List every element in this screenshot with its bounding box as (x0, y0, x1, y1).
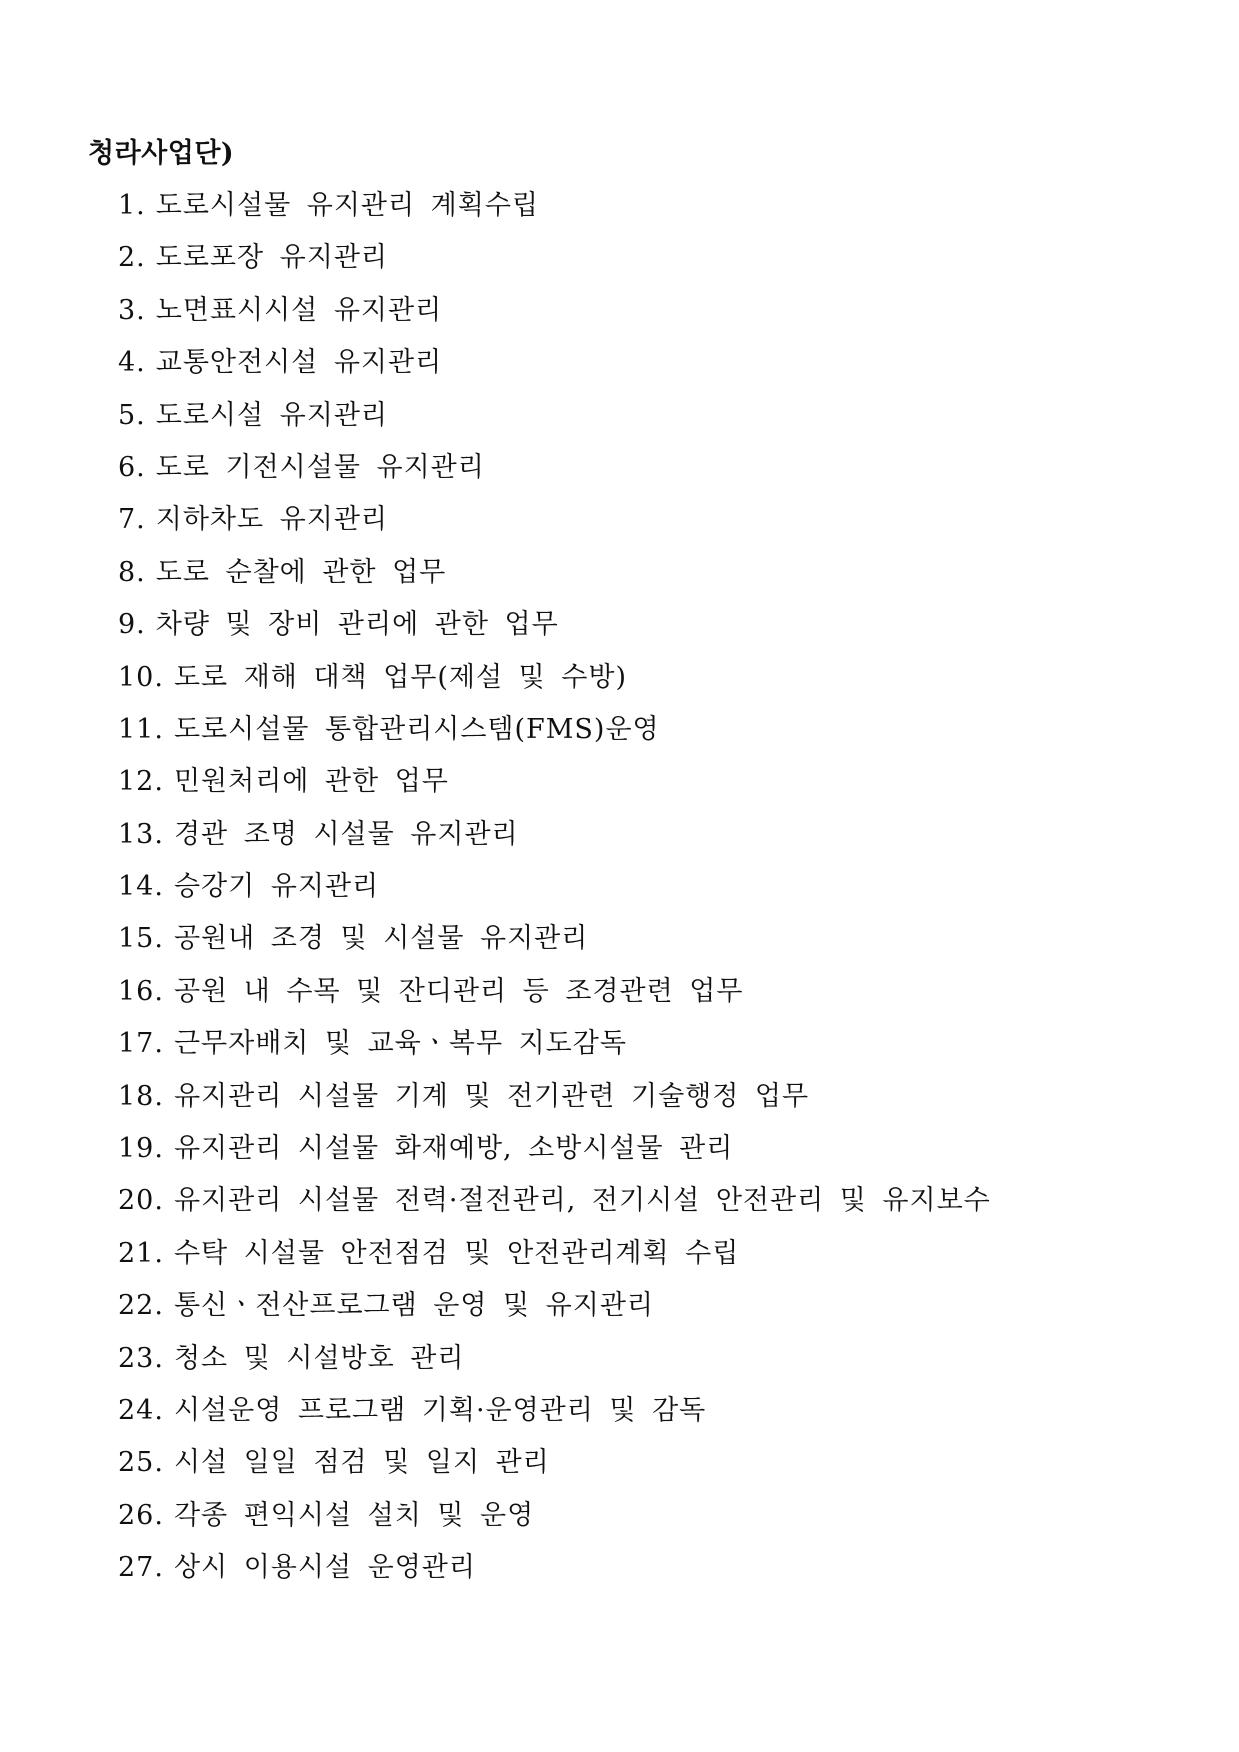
item-text: 도로포장 유지관리 (155, 242, 389, 274)
item-text: 도로 재해 대책 업무(제설 및 수방) (173, 661, 627, 693)
item-text: 승강기 유지관리 (173, 871, 380, 903)
item-text: 근무자배치 및 교육ㆍ복무 지도감독 (173, 1028, 627, 1060)
list-item (118, 1234, 991, 1286)
item-number: 9. (118, 609, 146, 641)
list-item (118, 1024, 991, 1076)
item-number: 4. (118, 347, 146, 379)
item-number: 3. (118, 294, 146, 326)
item-number: 18. (118, 1080, 164, 1112)
item-text: 각종 편익시설 설치 및 운영 (173, 1499, 535, 1531)
item-text: 공원내 조경 및 시설물 유지관리 (173, 923, 589, 955)
item-number: 22. (118, 1290, 164, 1322)
item-number: 19. (118, 1133, 164, 1165)
item-text: 도로시설 유지관리 (155, 399, 389, 431)
list-item (118, 658, 991, 710)
item-text: 도로시설물 통합관리시스템(FMS)운영 (173, 713, 660, 745)
item-number: 24. (118, 1394, 164, 1426)
item-number: 1. (118, 190, 146, 221)
list-item (118, 1129, 991, 1181)
item-number: 11. (118, 713, 164, 745)
list-item (118, 448, 991, 500)
item-number: 26. (118, 1499, 164, 1531)
item-text: 통신ㆍ전산프로그램 운영 및 유지관리 (173, 1290, 655, 1322)
item-number: 13. (118, 818, 164, 850)
item-text: 유지관리 시설물 전력·절전관리, 전기시설 안전관리 및 유지보수 (173, 1185, 991, 1217)
item-number: 14. (118, 871, 164, 903)
item-text: 유지관리 시설물 기계 및 전기관련 기술행정 업무 (173, 1080, 810, 1112)
item-number: 17. (118, 1028, 164, 1060)
list-item (118, 710, 991, 762)
list-item (118, 972, 991, 1024)
item-number: 15. (118, 923, 164, 955)
list-item (118, 919, 991, 971)
task-list (118, 186, 991, 1601)
item-number: 25. (118, 1447, 164, 1479)
item-text: 도로 순찰에 관한 업무 (155, 556, 447, 588)
list-item (118, 1339, 991, 1391)
item-text: 민원처리에 관한 업무 (173, 766, 449, 798)
list-item (118, 815, 991, 867)
item-text: 시설운영 프로그램 기획·운영관리 및 감독 (173, 1394, 707, 1426)
item-number: 16. (118, 975, 164, 1007)
item-text: 청소 및 시설방호 관리 (173, 1342, 465, 1374)
list-item (118, 553, 991, 605)
section-heading: 청라사업단) (88, 138, 235, 169)
list-item (118, 500, 991, 552)
list-item (118, 867, 991, 919)
list-item (118, 343, 991, 395)
list-item (118, 1496, 991, 1548)
item-number: 21. (118, 1237, 164, 1269)
item-text: 유지관리 시설물 화재예방, 소방시설물 관리 (173, 1133, 734, 1165)
item-number: 23. (118, 1342, 164, 1374)
item-text: 노면표시시설 유지관리 (155, 294, 443, 326)
item-text: 도로시설물 유지관리 계획수립 (155, 190, 539, 221)
list-item (118, 1443, 991, 1495)
item-number: 27. (118, 1552, 164, 1584)
list-item (118, 1181, 991, 1233)
item-number: 2. (118, 242, 146, 274)
item-number: 5. (118, 399, 146, 431)
list-item (118, 291, 991, 343)
item-number: 8. (118, 556, 146, 588)
item-number: 12. (118, 766, 164, 798)
item-number: 20. (118, 1185, 164, 1217)
item-text: 공원 내 수목 및 잔디관리 등 조경관련 업무 (173, 975, 744, 1007)
item-text: 교통안전시설 유지관리 (155, 347, 443, 379)
item-text: 상시 이용시설 운영관리 (173, 1552, 476, 1584)
item-text: 경관 조명 시설물 유지관리 (173, 818, 519, 850)
list-item (118, 238, 991, 290)
list-item (118, 1286, 991, 1338)
item-text: 도로 기전시설물 유지관리 (155, 451, 485, 483)
item-number: 7. (118, 504, 146, 536)
list-item (118, 1548, 991, 1600)
list-item (118, 605, 991, 657)
item-number: 6. (118, 451, 146, 483)
item-text: 지하차도 유지관리 (155, 504, 389, 536)
item-text: 시설 일일 점검 및 일지 관리 (173, 1447, 550, 1479)
item-text: 차량 및 장비 관리에 관한 업무 (155, 609, 559, 641)
item-number: 10. (118, 661, 164, 693)
list-item (118, 396, 991, 448)
list-item (118, 186, 991, 238)
list-item (118, 762, 991, 814)
item-text: 수탁 시설물 안전점검 및 안전관리계획 수립 (173, 1237, 740, 1269)
list-item (118, 1077, 991, 1129)
list-item (118, 1391, 991, 1443)
